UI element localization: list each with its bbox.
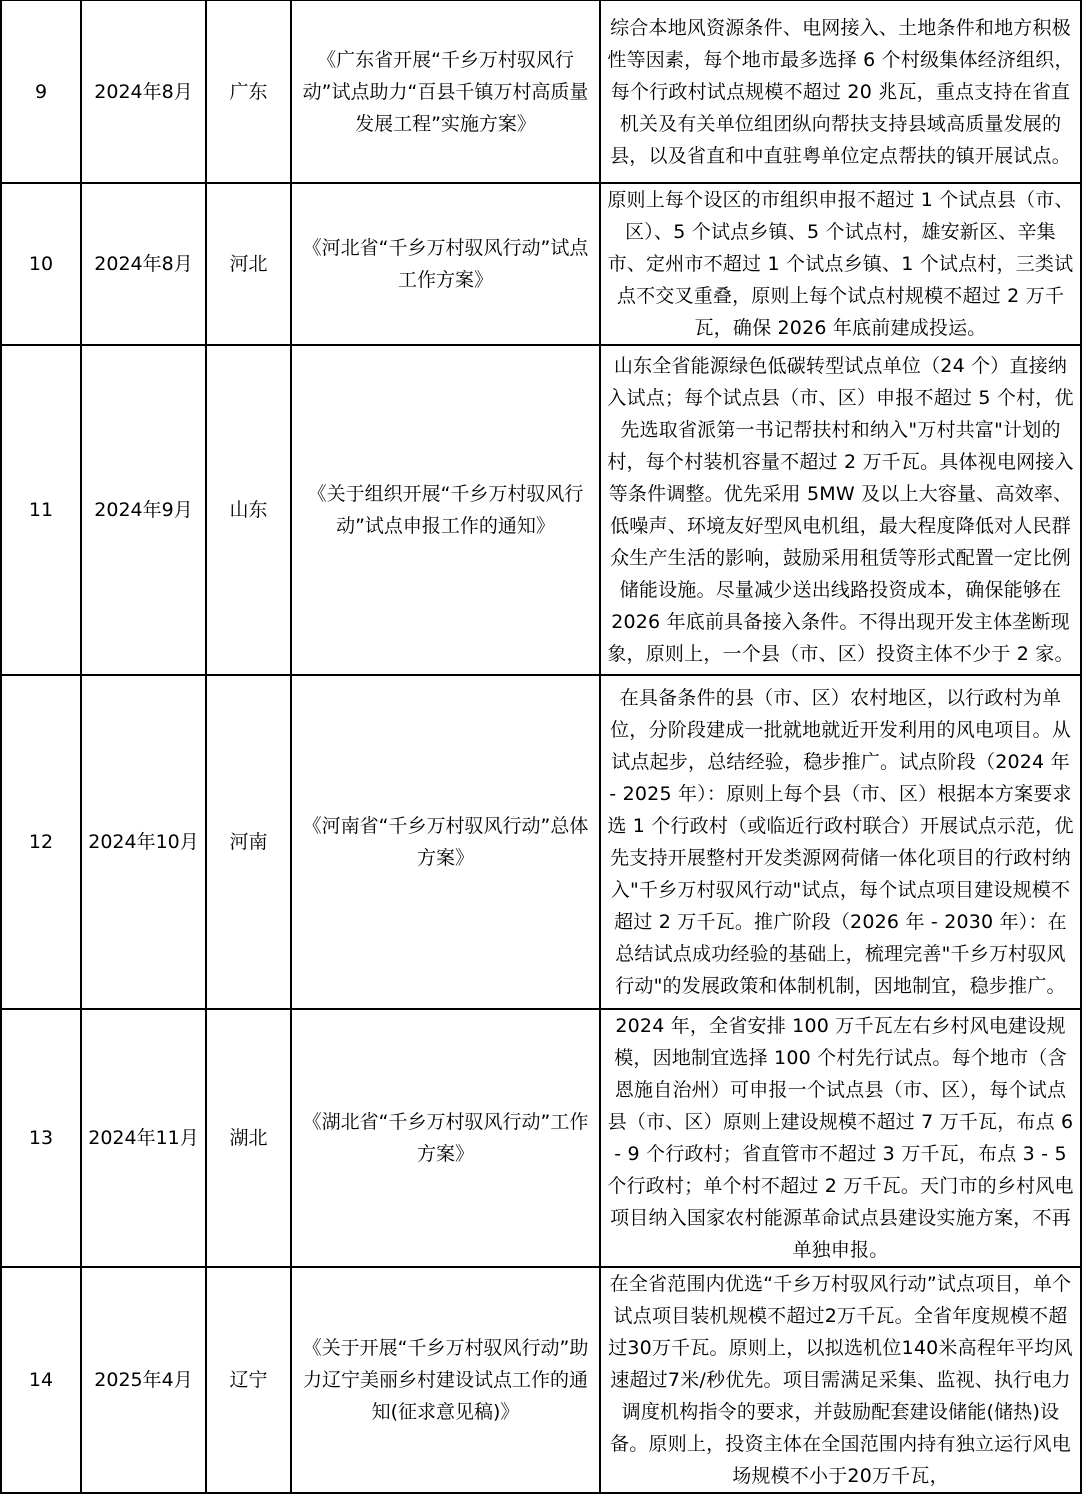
row-policy-title: 《河南省“千乡万村驭风行动”总体方案》: [291, 675, 600, 1009]
row-policy-content: 山东全省能源绿色低碳转型试点单位（24 个）直接纳入试点；每个试点县（市、区）申报不超过 5 个村，优先选取省派第一书记帮扶村和纳入"万村共富"计划的村，每个村装机容量不超过 2 万千瓦。具体视电网接入等条件调整。优先采用 5MW 及以上大容量、高效率、低噪声、环境友好型风电机组，最大程度降低对人民群众生产生活的影响，鼓励采用租赁等形式配置一定比例储能设施。尽量减少送出线路投资成本，确保能够在 2026 年底前具备接入条件。不得出现开发主体垄断现象，原则上，一个县（市、区）投资主体不少于 2 家。: [600, 345, 1081, 675]
row-number: 12: [1, 675, 81, 1009]
row-number: 11: [1, 345, 81, 675]
row-policy-content: 在具备条件的县（市、区）农村地区，以行政村为单位，分阶段建成一批就地就近开发利用的风电项目。从试点起步，总结经验，稳步推广。试点阶段（2024 年 - 2025 年）：原则上每个县（市、区）根据本方案要求选 1 个行政村（或临近行政村联合）开展试点示范，优先支持开展整村开发类源网荷储一体化项目的行政村纳入"千乡万村驭风行动"试点，每个试点项目建设规模不超过 2 万千瓦。推广阶段（2026 年 - 2030 年）：在总结试点成功经验的基础上，梳理完善"千乡万村驭风行动"的发展政策和体制机制，因地制宜，稳步推广。: [600, 675, 1081, 1009]
row-date: 2024年8月: [81, 0, 206, 183]
row-date: 2024年10月: [81, 675, 206, 1009]
row-policy-content: 2024 年，全省安排 100 万千瓦左右乡村风电建设规模，因地制宜选择 100 个村先行试点。每个地市（含恩施自治州）可申报一个试点县（市、区），每个试点县（市、区）原则上建设规模不超过 7 万千瓦，布点 6 - 9 个行政村；省直管市不超过 3 万千瓦，布点 3 - 5 个行政村；单个村不超过 2 万千瓦。天门市的乡村风电项目纳入国家农村能源革命试点县建设实施方案，不再单独申报。: [600, 1009, 1081, 1267]
row-policy-content: 在全省范围内优选“千乡万村驭风行动”试点项目，单个试点项目装机规模不超过2万千瓦。全省年度规模不超过30万千瓦。原则上，以拟选机位140米高程年平均风速超过7米/秒优先。项目需满足采集、监视、执行电力调度机构指令的要求，并鼓励配套建设储能(储热)设备。原则上，投资主体在全国范围内持有独立运行风电场规模不小于20万千瓦，: [600, 1267, 1081, 1493]
row-date: 2024年11月: [81, 1009, 206, 1267]
row-province: 河北: [206, 183, 291, 345]
table-row: [1, 0, 1081, 183]
row-number: 14: [1, 1267, 81, 1493]
table-row: [1, 345, 1081, 675]
table-row: [1, 183, 1081, 345]
row-number: 10: [1, 183, 81, 345]
row-province: 辽宁: [206, 1267, 291, 1493]
row-date: 2024年8月: [81, 183, 206, 345]
row-number: 13: [1, 1009, 81, 1267]
row-policy-title: 《河北省“千乡万村驭风行动”试点工作方案》: [291, 183, 600, 345]
row-number: 9: [1, 0, 81, 183]
table-row: [1, 1009, 1081, 1267]
row-policy-content: 综合本地风资源条件、电网接入、土地条件和地方积极性等因素，每个地市最多选择 6 个村级集体经济组织，每个行政村试点规模不超过 20 兆瓦，重点支持在省直机关及有关单位组团纵向帮扶支持县域高质量发展的县，以及省直和中直驻粤单位定点帮扶的镇开展试点。: [600, 0, 1081, 183]
row-date: 2024年9月: [81, 345, 206, 675]
row-policy-title: 《关于组织开展“千乡万村驭风行动”试点申报工作的通知》: [291, 345, 600, 675]
row-policy-title: 《关于开展“千乡万村驭风行动”助力辽宁美丽乡村建设试点工作的通知(征求意见稿)》: [291, 1267, 600, 1493]
row-province: 山东: [206, 345, 291, 675]
row-policy-content: 原则上每个设区的市组织申报不超过 1 个试点县（市、区）、5 个试点乡镇、5 个试点村，雄安新区、辛集市、定州市不超过 1 个试点乡镇、1 个试点村，三类试点不交叉重叠，原则上每个试点村规模不超过 2 万千瓦，确保 2026 年底前建成投运。: [600, 183, 1081, 345]
row-date: 2025年4月: [81, 1267, 206, 1493]
row-policy-title: 《广东省开展“千乡万村驭风行动”试点助力“百县千镇万村高质量发展工程”实施方案》: [291, 0, 600, 183]
row-province: 湖北: [206, 1009, 291, 1267]
row-policy-title: 《湖北省“千乡万村驭风行动”工作方案》: [291, 1009, 600, 1267]
row-province: 广东: [206, 0, 291, 183]
table-row: [1, 1267, 1081, 1493]
table-row: [1, 675, 1081, 1009]
row-province: 河南: [206, 675, 291, 1009]
